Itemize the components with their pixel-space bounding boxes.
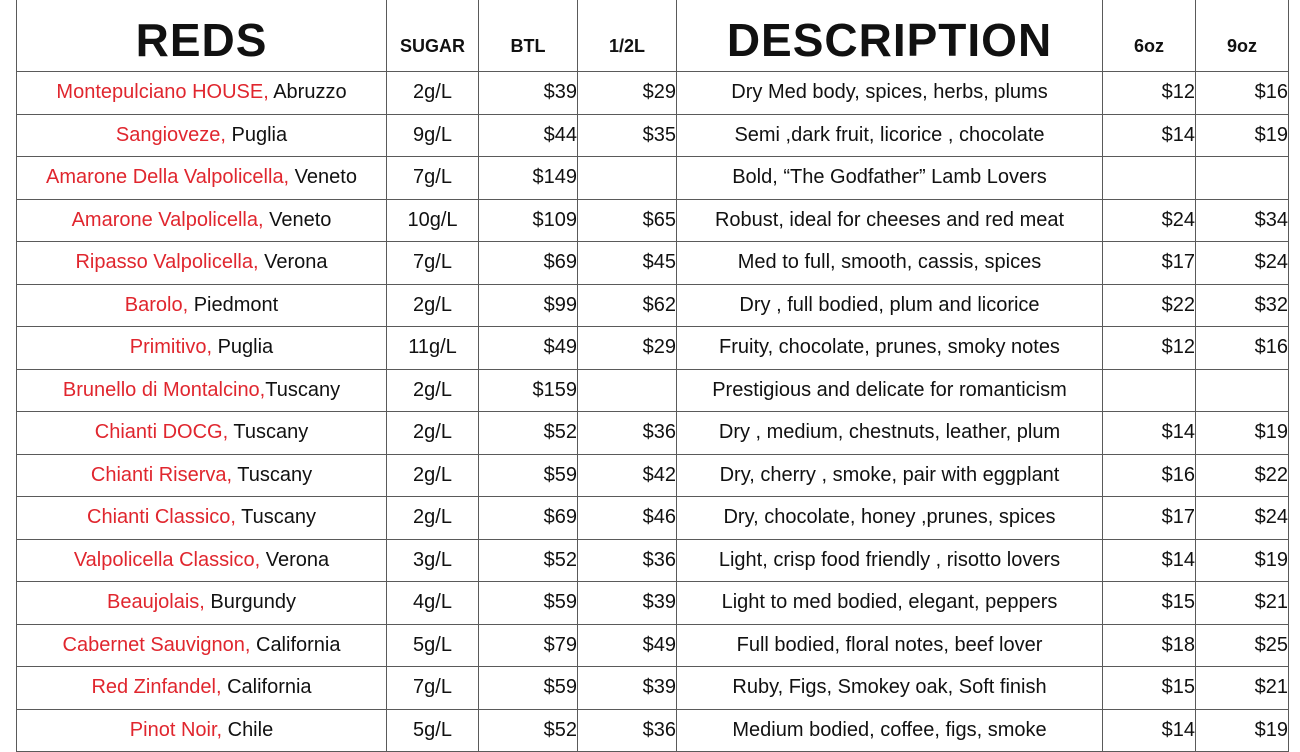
half-liter-price: $62 xyxy=(578,284,677,327)
wine-name: Red Zinfandel, xyxy=(91,676,222,699)
half-liter-price: $39 xyxy=(578,582,677,625)
sugar-cell: 10g/L xyxy=(387,199,479,242)
wine-name: Sangioveze, xyxy=(115,123,226,146)
wine-name: Cabernet Sauvignon, xyxy=(62,633,251,656)
wine-name: Valpolicella Classico, xyxy=(73,548,261,571)
wine-name: Montepulciano HOUSE, xyxy=(56,81,269,104)
sugar-cell: 2g/L xyxy=(387,369,479,412)
price-6oz: $14 xyxy=(1103,114,1196,157)
wine-region: California xyxy=(250,633,341,656)
sugar-cell: 3g/L xyxy=(387,539,479,582)
wine-name: Amarone Valpolicella, xyxy=(71,208,264,231)
half-liter-price: $49 xyxy=(578,624,677,667)
bottle-price: $52 xyxy=(479,412,578,455)
wine-name: Chianti Classico, xyxy=(87,506,236,529)
wine-cell xyxy=(17,327,387,370)
wine-cell xyxy=(17,114,387,157)
wine-name: Chianti DOCG, xyxy=(94,421,229,444)
price-6oz: $16 xyxy=(1103,454,1196,497)
table-row xyxy=(17,114,1289,157)
half-liter-price: $39 xyxy=(578,667,677,710)
price-6oz: $18 xyxy=(1103,624,1196,667)
table-row xyxy=(17,624,1289,667)
price-6oz: $17 xyxy=(1103,497,1196,540)
header-sugar: SUGAR xyxy=(387,0,479,72)
price-9oz xyxy=(1196,369,1289,412)
wine-region: Tuscany xyxy=(235,506,316,529)
wine-region: Verona xyxy=(260,548,330,571)
description-cell: Dry, chocolate, honey ,prunes, spices xyxy=(677,497,1103,540)
price-9oz: $16 xyxy=(1196,327,1289,370)
bottle-price: $59 xyxy=(479,582,578,625)
description-cell: Dry Med body, spices, herbs, plums xyxy=(677,72,1103,115)
description-cell: Robust, ideal for cheeses and red meat xyxy=(677,199,1103,242)
price-9oz: $19 xyxy=(1196,709,1289,752)
price-9oz: $25 xyxy=(1196,624,1289,667)
header-9oz: 9oz xyxy=(1196,0,1289,72)
price-6oz: $22 xyxy=(1103,284,1196,327)
wine-region: Veneto xyxy=(289,166,357,189)
price-6oz: $14 xyxy=(1103,412,1196,455)
wine-cell xyxy=(17,72,387,115)
wine-list-table xyxy=(16,0,1289,752)
bottle-price: $79 xyxy=(479,624,578,667)
half-liter-price: $65 xyxy=(578,199,677,242)
price-9oz: $34 xyxy=(1196,199,1289,242)
wine-region: Puglia xyxy=(212,336,274,359)
sugar-cell: 2g/L xyxy=(387,412,479,455)
wine-name: Beaujolais, xyxy=(106,591,205,614)
sugar-cell: 7g/L xyxy=(387,242,479,285)
half-liter-price: $36 xyxy=(578,412,677,455)
wine-name: Primitivo, xyxy=(129,336,213,359)
sugar-cell: 2g/L xyxy=(387,454,479,497)
sugar-cell: 9g/L xyxy=(387,114,479,157)
table-row xyxy=(17,72,1289,115)
price-9oz: $21 xyxy=(1196,667,1289,710)
table-row xyxy=(17,582,1289,625)
half-liter-price: $46 xyxy=(578,497,677,540)
table-row xyxy=(17,242,1289,285)
wine-region: Tuscany xyxy=(228,421,309,444)
wine-cell xyxy=(17,157,387,200)
wine-name: Ripasso Valpolicella, xyxy=(75,251,259,274)
wine-name: Chianti Riserva, xyxy=(90,463,233,486)
bottle-price: $49 xyxy=(479,327,578,370)
wine-region: California xyxy=(221,676,312,699)
wine-cell xyxy=(17,284,387,327)
wine-rows xyxy=(17,72,1289,752)
bottle-price: $99 xyxy=(479,284,578,327)
wine-cell xyxy=(17,667,387,710)
price-6oz: $12 xyxy=(1103,327,1196,370)
table-row xyxy=(17,157,1289,200)
sugar-cell: 11g/L xyxy=(387,327,479,370)
header-reds: REDS xyxy=(17,0,387,72)
half-liter-price xyxy=(578,157,677,200)
wine-cell xyxy=(17,412,387,455)
sugar-cell: 5g/L xyxy=(387,624,479,667)
header-6oz: 6oz xyxy=(1103,0,1196,72)
wine-name: Brunello di Montalcino, xyxy=(62,378,266,401)
wine-cell xyxy=(17,624,387,667)
sugar-cell: 7g/L xyxy=(387,157,479,200)
description-cell: Dry, cherry , smoke, pair with eggplant xyxy=(677,454,1103,497)
bottle-price: $52 xyxy=(479,709,578,752)
bottle-price: $159 xyxy=(479,369,578,412)
price-6oz: $14 xyxy=(1103,539,1196,582)
half-liter-price: $36 xyxy=(578,539,677,582)
wine-region: Piedmont xyxy=(188,293,279,316)
bottle-price: $52 xyxy=(479,539,578,582)
description-cell: Medium bodied, coffee, figs, smoke xyxy=(677,709,1103,752)
wine-region: Burgundy xyxy=(204,591,296,614)
half-liter-price: $29 xyxy=(578,327,677,370)
description-cell: Med to full, smooth, cassis, spices xyxy=(677,242,1103,285)
table-row xyxy=(17,539,1289,582)
price-9oz: $19 xyxy=(1196,412,1289,455)
header-description: DESCRIPTION xyxy=(677,0,1103,72)
wine-region: Abruzzo xyxy=(268,81,347,104)
price-6oz: $24 xyxy=(1103,199,1196,242)
wine-name: Amarone Della Valpolicella, xyxy=(46,166,290,189)
description-cell: Prestigious and delicate for romanticism xyxy=(677,369,1103,412)
description-cell: Light to med bodied, elegant, peppers xyxy=(677,582,1103,625)
bottle-price: $109 xyxy=(479,199,578,242)
price-6oz: $15 xyxy=(1103,667,1196,710)
price-9oz: $24 xyxy=(1196,242,1289,285)
wine-name: Pinot Noir, xyxy=(129,718,223,741)
wine-cell xyxy=(17,242,387,285)
bottle-price: $44 xyxy=(479,114,578,157)
wine-region: Chile xyxy=(222,718,274,741)
table-row xyxy=(17,454,1289,497)
price-6oz xyxy=(1103,369,1196,412)
sugar-cell: 2g/L xyxy=(387,284,479,327)
price-9oz: $21 xyxy=(1196,582,1289,625)
table-row xyxy=(17,199,1289,242)
header-half-liter: 1/2L xyxy=(578,0,677,72)
bottle-price: $69 xyxy=(479,242,578,285)
table-row xyxy=(17,284,1289,327)
price-6oz xyxy=(1103,157,1196,200)
price-9oz: $19 xyxy=(1196,114,1289,157)
price-6oz: $17 xyxy=(1103,242,1196,285)
price-9oz: $16 xyxy=(1196,72,1289,115)
wine-cell xyxy=(17,709,387,752)
wine-cell xyxy=(17,497,387,540)
half-liter-price: $36 xyxy=(578,709,677,752)
bottle-price: $39 xyxy=(479,72,578,115)
price-9oz: $22 xyxy=(1196,454,1289,497)
bottle-price: $69 xyxy=(479,497,578,540)
price-6oz: $15 xyxy=(1103,582,1196,625)
wine-cell xyxy=(17,454,387,497)
description-cell: Ruby, Figs, Smokey oak, Soft finish xyxy=(677,667,1103,710)
half-liter-price: $35 xyxy=(578,114,677,157)
wine-cell xyxy=(17,369,387,412)
price-9oz: $19 xyxy=(1196,539,1289,582)
wine-region: Tuscany xyxy=(232,463,313,486)
wine-cell xyxy=(17,539,387,582)
sugar-cell: 2g/L xyxy=(387,497,479,540)
wine-region: Veneto xyxy=(263,208,332,231)
wine-cell xyxy=(17,582,387,625)
description-cell: Dry , full bodied, plum and licorice xyxy=(677,284,1103,327)
description-cell: Bold, “The Godfather” Lamb Lovers xyxy=(677,157,1103,200)
description-cell: Light, crisp food friendly , risotto lovers xyxy=(677,539,1103,582)
table-row xyxy=(17,709,1289,752)
description-cell: Dry , medium, chestnuts, leather, plum xyxy=(677,412,1103,455)
wine-region: Verona xyxy=(258,251,328,274)
half-liter-price xyxy=(578,369,677,412)
bottle-price: $59 xyxy=(479,454,578,497)
header-row xyxy=(17,0,1289,72)
half-liter-price: $45 xyxy=(578,242,677,285)
table-row xyxy=(17,667,1289,710)
wine-name: Barolo, xyxy=(124,293,189,316)
table-row xyxy=(17,412,1289,455)
wine-region: Tuscany xyxy=(265,378,341,401)
table-row xyxy=(17,497,1289,540)
description-cell: Full bodied, floral notes, beef lover xyxy=(677,624,1103,667)
sugar-cell: 5g/L xyxy=(387,709,479,752)
half-liter-price: $42 xyxy=(578,454,677,497)
table-row xyxy=(17,369,1289,412)
price-9oz xyxy=(1196,157,1289,200)
half-liter-price: $29 xyxy=(578,72,677,115)
price-9oz: $24 xyxy=(1196,497,1289,540)
price-9oz: $32 xyxy=(1196,284,1289,327)
sugar-cell: 4g/L xyxy=(387,582,479,625)
wine-cell xyxy=(17,199,387,242)
description-cell: Fruity, chocolate, prunes, smoky notes xyxy=(677,327,1103,370)
bottle-price: $59 xyxy=(479,667,578,710)
table-row xyxy=(17,327,1289,370)
wine-region: Puglia xyxy=(225,123,288,146)
price-6oz: $14 xyxy=(1103,709,1196,752)
description-cell: Semi ,dark fruit, licorice , chocolate xyxy=(677,114,1103,157)
bottle-price: $149 xyxy=(479,157,578,200)
sugar-cell: 7g/L xyxy=(387,667,479,710)
price-6oz: $12 xyxy=(1103,72,1196,115)
header-btl: BTL xyxy=(479,0,578,72)
sugar-cell: 2g/L xyxy=(387,72,479,115)
